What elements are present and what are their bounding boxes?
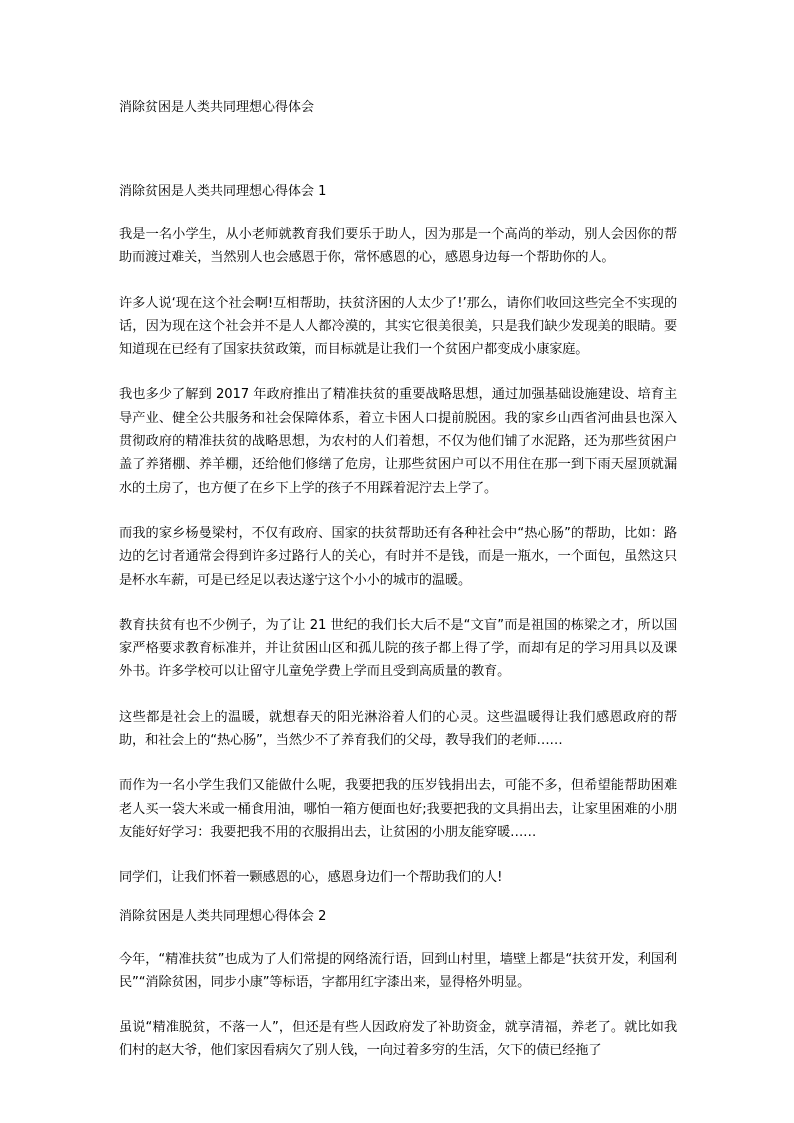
paragraph-1-7: 而作为一名小学生我们又能做什么呢，我要把我的压岁钱捐出去，可能不多，但希望能帮助困难老人买一袋大米或一桶食用油，哪怕一箱方便面也好;我要把我的文具捐出去，让家里困难的小朋友能好好学习：我要把我不用的衣服捐出去，让贫困的小朋友能穿暖…… — [119, 778, 677, 840]
paragraph-1-2: 许多人说‘现在这个社会啊!互相帮助，扶贫济困的人太少了!’那么，请你们收回这些完全不实现的话，因为现在这个社会并不是人人都冷漠的，其实它很美很美，只是我们缺少发现美的眼睛。要知道现在已经有了国家扶贫政策，而目标就是让我们一个贫困户都变成小康家庭。 — [119, 295, 677, 358]
paragraph-2-2: 虽说“精准脱贫，不落一人”，但还是有些人因政府发了补助资金，就享清福，养老了。就比如我们村的赵大爷，他们家因看病欠了别人钱，一向过着多穷的生活，欠下的债已经拖了 — [119, 1020, 677, 1059]
paragraph-1-8: 同学们，让我们怀着一颗感恩的心，感恩身边们一个帮助我们的人! — [119, 870, 503, 886]
paragraph-1-4: 而我的家乡杨曼梁村，不仅有政府、国家的扶贫帮助还有各种社会中“热心肠”的帮助，比如：路边的乞讨者通常会得到许多过路行人的关心，有时并不是钱，而是一瓶水，一个面包，虽然这只是杯水车薪，可是已经足以表达遂宁这个小小的城市的温暖。 — [119, 525, 677, 588]
paragraph-1-6: 这些都是社会上的温暖，就想春天的阳光淋浴着人们的心灵。这些温暖得让我们感恩政府的帮助，和社会上的“热心肠”，当然少不了养育我们的父母，教导我们的老师…… — [119, 709, 677, 749]
paragraph-2-1: 今年，“精准扶贫”也成为了人们常提的网络流行语，回到山村里，墙壁上都是“扶贫开发，利国利民”“消除贫困，同步小康”等标语，字都用红字漆出来，显得格外明显。 — [119, 951, 677, 990]
section-heading-1: 消除贫困是人类共同理想心得体会 1 — [119, 184, 327, 199]
paragraph-1-5: 教育扶贫有也不少例子，为了让 21 世纪的我们长大后不是“文盲”而是祖国的栋梁之才，所以国家严格要求教育标准并，并让贫困山区和孤儿院的孩子都上得了学，而却有足的学习用具以及课外书。许多学校可以让留守儿童免学费上学而且受到高质量的教育。 — [119, 617, 677, 680]
title-spacer — [119, 117, 677, 183]
document-title: 消除贫困是人类共同理想心得体会 — [119, 100, 315, 115]
paragraph-1-3: 我也多少了解到 2017 年政府推出了精准扶贫的重要战略思想，通过加强基础设施建设、培育主导产业、健全公共服务和社会保障体系，着立卡困人口提前脱困。我的家乡山西省河曲县也深入贯彻政府的精准扶贫的战略思想，为农村的人们着想，不仅为他们铺了水泥路，还为那些贫困户盖了养猪棚、养羊棚，还给他们修缮了危房，让那些贫困户可以不用住在那一到下雨天屋顶就漏水的土房了，也方便了在乡下上学的孩子不用踩着泥泞去上学了。 — [119, 387, 677, 496]
document-body — [119, 99, 677, 1085]
paragraph-1-1: 我是一名小学生，从小老师就教育我们要乐于助人，因为那是一个高尚的举动，别人会因你的帮助而渡过难关，当然别人也会感恩于你，常怀感恩的心，感恩身边每一个帮助你的人。 — [119, 227, 677, 266]
section-heading-2: 消除贫困是人类共同理想心得体会 2 — [119, 908, 327, 924]
